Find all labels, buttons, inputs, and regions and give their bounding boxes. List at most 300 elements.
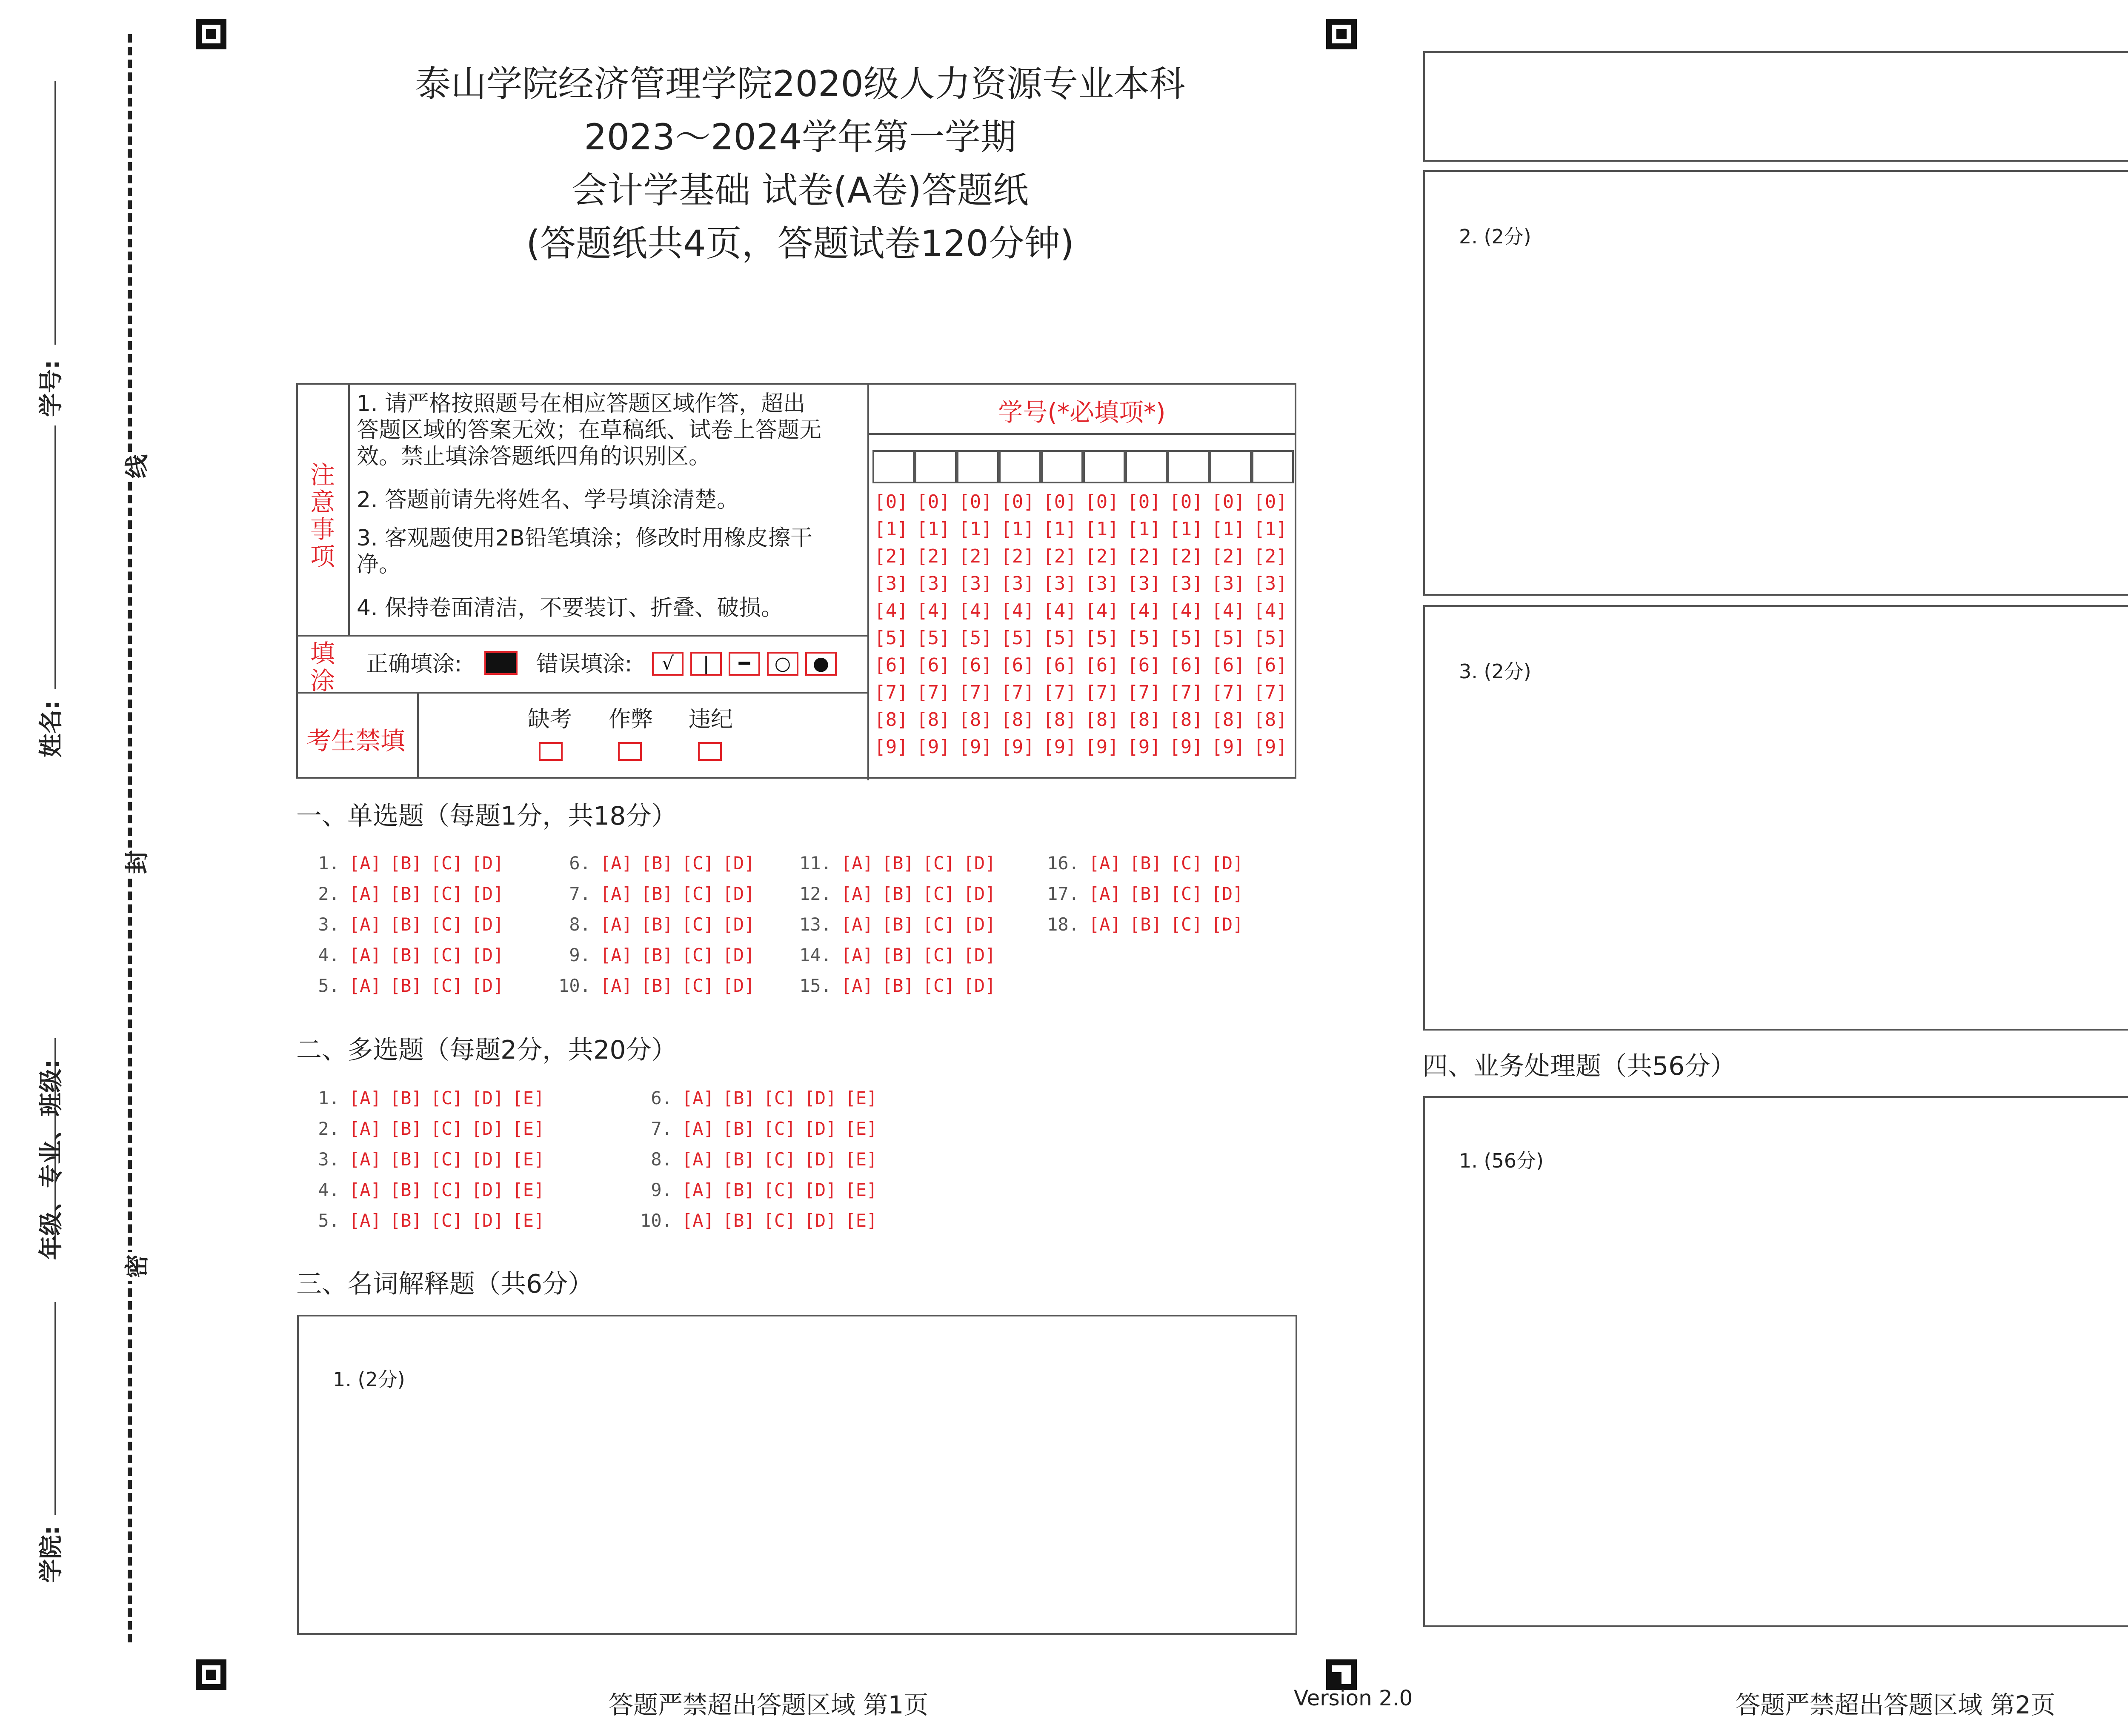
student-id-bubble[interactable]: [7] (1253, 682, 1287, 703)
answer-bubble[interactable]: [E] (512, 1179, 545, 1200)
answer-bubble[interactable]: [C] (681, 975, 714, 996)
fill-side-label: 填涂 (310, 639, 335, 695)
answer-bubble[interactable]: [B] (722, 1179, 755, 1200)
wrong-mark-dash: ━ (729, 652, 760, 676)
student-id-box[interactable] (915, 450, 957, 483)
answer-bubble[interactable]: [A] (682, 1149, 714, 1170)
answer-bubble[interactable]: [A] (841, 883, 873, 904)
question-row (300, 1179, 553, 1200)
answer-bubble[interactable]: [B] (641, 975, 673, 996)
student-id-bubble[interactable]: [0] (1001, 491, 1035, 513)
student-id-bubble[interactable]: [5] (916, 627, 950, 649)
student-id-bubble[interactable]: [2] (1001, 545, 1035, 567)
answer-bubble[interactable]: [B] (641, 914, 673, 935)
student-id-bubble[interactable]: [1] (1253, 518, 1287, 540)
name-label: 姓名: (37, 700, 65, 757)
answer-bubble[interactable]: [B] (1129, 914, 1162, 935)
student-id-bubble[interactable]: [1] (874, 518, 908, 540)
student-id-bubble[interactable]: [3] (958, 573, 992, 594)
answer-bubble[interactable]: [E] (512, 1088, 545, 1108)
answer-bubble[interactable]: [B] (389, 1179, 422, 1200)
answer-bubble[interactable]: [B] (641, 945, 673, 965)
answer-bubble[interactable]: [B] (389, 1149, 422, 1170)
student-id-bubble[interactable]: [3] (1127, 573, 1161, 594)
student-id-bubble[interactable]: [5] (1211, 627, 1245, 649)
answer-bubble[interactable]: [E] (845, 1179, 878, 1200)
header-line-4: (答题纸共4页，答题试卷120分钟) (526, 223, 1074, 264)
question-row (552, 975, 763, 996)
student-id-title: 学号(*必填项*) (998, 398, 1166, 427)
student-id-bubble[interactable]: [7] (874, 682, 908, 703)
answer-bubble[interactable]: [A] (349, 945, 381, 965)
student-id-bubble[interactable]: [4] (1127, 600, 1161, 622)
question-row (300, 1088, 553, 1108)
answer-bubble[interactable]: [C] (430, 975, 463, 996)
answer-bubble[interactable]: [A] (682, 1210, 714, 1231)
answer-bubble[interactable]: [B] (389, 945, 422, 965)
question-number: 3. (318, 914, 340, 935)
student-id-bubble[interactable]: [8] (1253, 709, 1287, 731)
answer-bubble[interactable]: [E] (512, 1118, 545, 1139)
answer-bubble[interactable]: [D] (722, 883, 755, 904)
section3-q1-label: 1. (2分) (333, 1368, 405, 1391)
answer-bubble[interactable]: [D] (471, 914, 504, 935)
question-row (1040, 914, 1252, 935)
student-id-bubble[interactable]: [6] (958, 654, 992, 676)
student-id-box[interactable] (1041, 450, 1083, 483)
answer-bubble[interactable]: [A] (600, 853, 632, 874)
answer-bubble[interactable]: [D] (1211, 883, 1244, 904)
student-id-bubble[interactable]: [1] (958, 518, 992, 540)
student-id-bubble[interactable]: [2] (916, 545, 950, 567)
answer-bubble[interactable]: [B] (722, 1210, 755, 1231)
student-id-bubble[interactable]: [3] (1211, 573, 1245, 594)
answer-bubble[interactable]: [D] (471, 883, 504, 904)
student-id-bubble[interactable]: [1] (1085, 518, 1119, 540)
student-id-bubble[interactable]: [5] (1169, 627, 1203, 649)
student-id-box[interactable] (999, 450, 1041, 483)
student-id-box[interactable] (1252, 450, 1294, 483)
answer-bubble[interactable]: [D] (471, 1088, 504, 1108)
student-id-bubble[interactable]: [3] (874, 573, 908, 594)
answer-bubble[interactable]: [A] (841, 914, 873, 935)
question-number: 13. (799, 914, 832, 935)
student-id-bubble[interactable]: [8] (1043, 709, 1077, 731)
answer-bubble[interactable]: [C] (922, 945, 955, 965)
exam-forbidden-label: 考生禁填 (306, 726, 406, 755)
student-id-bubble[interactable]: [5] (1001, 627, 1035, 649)
student-id-bubble[interactable]: [1] (916, 518, 950, 540)
student-id-bubble[interactable]: [4] (958, 600, 992, 622)
student-id-bubble[interactable]: [5] (1127, 627, 1161, 649)
answer-bubble[interactable]: [A] (600, 883, 632, 904)
answer-bubble[interactable]: [D] (963, 883, 996, 904)
section3-q2-answer-box[interactable] (1423, 170, 2128, 596)
answer-bubble[interactable]: [E] (845, 1149, 878, 1170)
student-id-bubble[interactable]: [5] (1043, 627, 1077, 649)
section3-q3-answer-box[interactable] (1423, 605, 2128, 1031)
student-id-bubble[interactable]: [9] (1001, 736, 1035, 758)
answer-bubble[interactable]: [D] (963, 945, 996, 965)
student-id-bubble[interactable]: [1] (1001, 518, 1035, 540)
binding-underline-name (54, 425, 56, 689)
answer-bubble[interactable]: [C] (1170, 914, 1203, 935)
page2-top-box[interactable] (1423, 51, 2128, 162)
student-id-bubble[interactable]: [3] (1253, 573, 1287, 594)
question-row (552, 945, 763, 965)
answer-bubble[interactable]: [A] (841, 853, 873, 874)
student-id-bubble[interactable]: [7] (958, 682, 992, 703)
note-item-4: 4. 保持卷面清洁，不要装订、折叠、破损。 (357, 595, 784, 621)
answer-bubble[interactable]: [A] (600, 914, 632, 935)
student-id-bubble[interactable]: [0] (1253, 491, 1287, 513)
student-id-bubble[interactable]: [8] (1001, 709, 1035, 731)
question-number: 8. (651, 1149, 672, 1170)
answer-bubble[interactable]: [B] (722, 1118, 755, 1139)
question-number: 6. (569, 853, 591, 874)
answer-bubble[interactable]: [B] (389, 975, 422, 996)
answer-bubble[interactable]: [A] (1089, 914, 1121, 935)
student-id-bubble[interactable]: [1] (1043, 518, 1077, 540)
answer-bubble[interactable]: [C] (922, 883, 955, 904)
student-id-bubble[interactable]: [6] (1211, 654, 1245, 676)
student-id-bubble[interactable]: [9] (1085, 736, 1119, 758)
answer-bubble[interactable]: [A] (600, 975, 632, 996)
answer-bubble[interactable]: [C] (430, 1149, 463, 1170)
student-id-bubble[interactable]: [4] (1169, 600, 1203, 622)
student-id-bubble[interactable]: [9] (1253, 736, 1287, 758)
student-id-bubble[interactable]: [2] (1211, 545, 1245, 567)
student-id-box[interactable] (1210, 450, 1252, 483)
binding-underline-id (54, 81, 56, 345)
question-row (300, 975, 512, 996)
answer-bubble[interactable]: [A] (682, 1118, 714, 1139)
question-number: 2. (318, 1118, 340, 1139)
student-id-bubble[interactable]: [9] (874, 736, 908, 758)
section3-q3-label: 3. (2分) (1459, 660, 1531, 683)
student-id-bubble[interactable]: [6] (874, 654, 908, 676)
question-number: 10. (558, 975, 591, 996)
answer-bubble[interactable]: [B] (881, 883, 914, 904)
answer-bubble[interactable]: [D] (1211, 853, 1244, 874)
answer-bubble[interactable]: [D] (471, 1210, 504, 1231)
student-id-bubble[interactable]: [6] (1085, 654, 1119, 676)
answer-bubble[interactable]: [B] (881, 945, 914, 965)
student-id-bubble[interactable]: [5] (1085, 627, 1119, 649)
header-line-1: 泰山学院经济管理学院2020级人力资源专业本科 (415, 63, 1185, 105)
student-id-bubble[interactable]: [2] (874, 545, 908, 567)
student-id-bubble-grid (871, 491, 1296, 780)
question-number: 7. (569, 883, 591, 904)
student-id-bubble[interactable]: [9] (1127, 736, 1161, 758)
answer-bubble[interactable]: [B] (881, 975, 914, 996)
answer-bubble[interactable]: [C] (430, 853, 463, 874)
student-id-bubble[interactable]: [8] (1127, 709, 1161, 731)
student-id-bubble[interactable]: [4] (1001, 600, 1035, 622)
violation-checkbox[interactable] (698, 742, 722, 761)
student-id-bubble[interactable]: [6] (1127, 654, 1161, 676)
student-id-bubble[interactable]: [7] (1001, 682, 1035, 703)
student-id-bubble[interactable]: [8] (1085, 709, 1119, 731)
student-id-bubble[interactable]: [4] (1253, 600, 1287, 622)
note-item-1: 1. 请严格按照题号在相应答题区域作答，超出答题区域的答案无效；在草稿纸、试卷上答题无效。禁止填涂答题纸四角的识别区。 (357, 391, 822, 469)
question-number: 5. (318, 1210, 340, 1231)
corner-marker-bottom-left (196, 1659, 226, 1690)
student-id-bubble[interactable]: [0] (958, 491, 992, 513)
answer-bubble[interactable]: [A] (682, 1179, 714, 1200)
question-row (300, 1149, 553, 1170)
answer-bubble[interactable]: [C] (681, 914, 714, 935)
wrong-fill-label: 错误填涂: (536, 651, 632, 677)
class-label: 年级、专业、班级: (37, 1059, 65, 1259)
answer-bubble[interactable]: [D] (963, 853, 996, 874)
answer-bubble[interactable]: [D] (471, 1179, 504, 1200)
answer-bubble[interactable]: [D] (471, 1118, 504, 1139)
answer-bubble[interactable]: [B] (722, 1088, 755, 1108)
answer-bubble[interactable]: [D] (471, 853, 504, 874)
answer-bubble[interactable]: [A] (349, 853, 381, 874)
answer-bubble[interactable]: [E] (845, 1088, 878, 1108)
student-id-bubble[interactable]: [1] (1127, 518, 1161, 540)
student-id-box[interactable] (1167, 450, 1210, 483)
student-id-bubble[interactable]: [6] (1169, 654, 1203, 676)
student-id-bubble[interactable]: [4] (1043, 600, 1077, 622)
student-id-bubble[interactable]: [7] (1085, 682, 1119, 703)
answer-bubble[interactable]: [E] (512, 1149, 545, 1170)
answer-bubble[interactable]: [A] (349, 914, 381, 935)
student-id-bubble[interactable]: [5] (1253, 627, 1287, 649)
answer-bubble[interactable]: [E] (512, 1210, 545, 1231)
note-item-3: 3. 客观题使用2B铅笔填涂；修改时用橡皮擦干净。 (357, 525, 812, 577)
answer-bubble[interactable]: [C] (430, 1118, 463, 1139)
section4-title: 四、业务处理题（共56分） (1422, 1051, 1736, 1081)
question-row (792, 883, 1004, 904)
question-number: 18. (1047, 914, 1079, 935)
answer-bubble[interactable]: [A] (600, 945, 632, 965)
student-id-bubble[interactable]: [9] (1211, 736, 1245, 758)
answer-bubble[interactable]: [A] (841, 975, 873, 996)
question-number: 1. (318, 1088, 340, 1108)
student-id-bubble[interactable]: [6] (916, 654, 950, 676)
question-number: 6. (651, 1088, 672, 1108)
student-id-bubble[interactable]: [8] (958, 709, 992, 731)
answer-bubble[interactable]: [A] (1089, 853, 1121, 874)
answer-bubble[interactable]: [A] (349, 1088, 381, 1108)
student-id-bubble[interactable]: [9] (916, 736, 950, 758)
answer-bubble[interactable]: [E] (845, 1210, 878, 1231)
answer-bubble[interactable]: [A] (349, 1118, 381, 1139)
student-id-bubble[interactable]: [4] (1085, 600, 1119, 622)
info-panel (296, 383, 1296, 779)
student-id-bubble[interactable]: [9] (958, 736, 992, 758)
question-row (792, 853, 1004, 874)
answer-bubble[interactable]: [A] (1089, 883, 1121, 904)
answer-bubble[interactable]: [D] (471, 1149, 504, 1170)
student-id-bubble[interactable]: [2] (1253, 545, 1287, 567)
student-id-bubble[interactable]: [7] (916, 682, 950, 703)
answer-bubble[interactable]: [B] (389, 1210, 422, 1231)
answer-bubble[interactable]: [C] (1170, 883, 1203, 904)
student-id-bubble[interactable]: [3] (1043, 573, 1077, 594)
answer-bubble[interactable]: [D] (1211, 914, 1244, 935)
student-id-bubble[interactable]: [9] (1169, 736, 1203, 758)
student-id-bubble[interactable]: [4] (916, 600, 950, 622)
answer-bubble[interactable]: [A] (841, 945, 873, 965)
student-id-bubble[interactable]: [3] (1169, 573, 1203, 594)
student-id-bubble[interactable]: [4] (874, 600, 908, 622)
answer-bubble[interactable]: [D] (722, 945, 755, 965)
student-id-box[interactable] (872, 450, 915, 483)
answer-bubble[interactable]: [C] (430, 945, 463, 965)
seal-char-secret: 密 (118, 1252, 152, 1281)
student-id-bubble[interactable]: [8] (874, 709, 908, 731)
absent-checkbox[interactable] (539, 742, 563, 761)
student-id-bubble[interactable]: [2] (1169, 545, 1203, 567)
absent-label: 缺考 (528, 707, 572, 732)
answer-bubble[interactable]: [B] (641, 883, 673, 904)
student-id-bubble[interactable]: [3] (1001, 573, 1035, 594)
student-id-box[interactable] (957, 450, 999, 483)
student-id-bubble[interactable]: [7] (1043, 682, 1077, 703)
answer-bubble[interactable]: [B] (641, 853, 673, 874)
student-id-bubble[interactable]: [2] (1127, 545, 1161, 567)
section3-q1-answer-box[interactable] (297, 1315, 1297, 1635)
question-row (300, 1118, 553, 1139)
student-id-bubble[interactable]: [1] (1211, 518, 1245, 540)
answer-bubble[interactable]: [D] (471, 945, 504, 965)
answer-bubble[interactable]: [D] (804, 1149, 837, 1170)
page2-footer: 答题严禁超出答题区域 第2页 (1736, 1690, 2056, 1719)
answer-bubble[interactable]: [C] (763, 1210, 796, 1231)
answer-bubble[interactable]: [C] (430, 1210, 463, 1231)
answer-bubble[interactable]: [B] (1129, 853, 1162, 874)
section4-q1-answer-box[interactable] (1423, 1096, 2128, 1627)
student-id-bubble[interactable]: [2] (1085, 545, 1119, 567)
question-number: 4. (318, 945, 340, 965)
student-id-bubble[interactable]: [1] (1169, 518, 1203, 540)
student-id-bubble[interactable]: [6] (1253, 654, 1287, 676)
student-id-bubble[interactable]: [0] (1085, 491, 1119, 513)
question-row (633, 1179, 886, 1200)
student-id-bubble[interactable]: [3] (1085, 573, 1119, 594)
wrong-mark-check: √ (652, 652, 684, 676)
student-id-bubble[interactable]: [7] (1169, 682, 1203, 703)
answer-bubble[interactable]: [B] (722, 1149, 755, 1170)
answer-bubble[interactable]: [C] (763, 1118, 796, 1139)
answer-bubble[interactable]: [D] (804, 1179, 837, 1200)
student-id-bubble[interactable]: [8] (1211, 709, 1245, 731)
question-number: 14. (799, 945, 832, 965)
answer-bubble[interactable]: [C] (681, 883, 714, 904)
student-id-bubble[interactable]: [7] (1211, 682, 1245, 703)
answer-bubble[interactable]: [A] (682, 1088, 714, 1108)
question-number: 12. (799, 883, 832, 904)
answer-bubble[interactable]: [B] (881, 914, 914, 935)
answer-bubble[interactable]: [D] (804, 1118, 837, 1139)
question-row (300, 945, 512, 965)
answer-bubble[interactable]: [D] (963, 914, 996, 935)
question-number: 9. (651, 1179, 672, 1200)
question-number: 9. (569, 945, 591, 965)
question-row (633, 1149, 886, 1170)
answer-bubble[interactable]: [B] (389, 1088, 422, 1108)
student-id-box[interactable] (1083, 450, 1125, 483)
violation-label: 违纪 (689, 707, 733, 732)
answer-bubble[interactable]: [C] (922, 975, 955, 996)
answer-bubble[interactable]: [B] (389, 914, 422, 935)
answer-bubble[interactable]: [D] (722, 975, 755, 996)
student-id-bubble[interactable]: [6] (1001, 654, 1035, 676)
answer-bubble[interactable]: [C] (430, 1179, 463, 1200)
answer-bubble[interactable]: [B] (389, 853, 422, 874)
question-number: 5. (318, 975, 340, 996)
student-id-bubble[interactable]: [8] (1169, 709, 1203, 731)
student-id-bubble[interactable]: [5] (874, 627, 908, 649)
answer-bubble[interactable]: [B] (881, 853, 914, 874)
answer-bubble[interactable]: [C] (763, 1088, 796, 1108)
student-id-bubble[interactable]: [0] (1169, 491, 1203, 513)
answer-bubble[interactable]: [C] (922, 853, 955, 874)
answer-bubble[interactable]: [C] (430, 883, 463, 904)
answer-bubble[interactable]: [A] (349, 1179, 381, 1200)
answer-bubble[interactable]: [C] (763, 1149, 796, 1170)
answer-bubble[interactable]: [A] (349, 883, 381, 904)
question-row (300, 914, 512, 935)
student-id-bubble[interactable]: [0] (1211, 491, 1245, 513)
student-id-bubble[interactable]: [6] (1043, 654, 1077, 676)
question-row (633, 1118, 886, 1139)
question-row (633, 1088, 886, 1108)
answer-bubble[interactable]: [C] (763, 1179, 796, 1200)
answer-bubble[interactable]: [D] (804, 1088, 837, 1108)
answer-bubble[interactable]: [D] (722, 914, 755, 935)
student-id-bubble[interactable]: [0] (916, 491, 950, 513)
student-id-bubble[interactable]: [2] (958, 545, 992, 567)
student-id-bubble[interactable]: [0] (1043, 491, 1077, 513)
answer-bubble[interactable]: [D] (722, 853, 755, 874)
answer-bubble[interactable]: [A] (349, 975, 381, 996)
answer-bubble[interactable]: [B] (389, 883, 422, 904)
answer-bubble[interactable]: [C] (430, 914, 463, 935)
student-id-bubble[interactable]: [5] (958, 627, 992, 649)
student-id-bubble[interactable]: [9] (1043, 736, 1077, 758)
student-id-bubble[interactable]: [4] (1211, 600, 1245, 622)
answer-bubble[interactable]: [D] (963, 975, 996, 996)
answer-bubble[interactable]: [C] (922, 914, 955, 935)
answer-bubble[interactable]: [C] (681, 853, 714, 874)
answer-bubble[interactable]: [C] (681, 945, 714, 965)
answer-bubble[interactable]: [A] (349, 1210, 381, 1231)
student-id-bubble[interactable]: [0] (1127, 491, 1161, 513)
student-id-bubble[interactable]: [0] (874, 491, 908, 513)
question-number: 3. (318, 1149, 340, 1170)
answer-bubble[interactable]: [E] (845, 1118, 878, 1139)
student-id-bubble[interactable]: [8] (916, 709, 950, 731)
answer-bubble[interactable]: [C] (1170, 853, 1203, 874)
answer-bubble[interactable]: [D] (804, 1210, 837, 1231)
answer-bubble[interactable]: [D] (471, 975, 504, 996)
student-id-bubble[interactable]: [7] (1127, 682, 1161, 703)
student-id-box[interactable] (1125, 450, 1167, 483)
answer-bubble[interactable]: [B] (1129, 883, 1162, 904)
question-row (792, 975, 1004, 996)
cheating-checkbox[interactable] (618, 742, 642, 761)
answer-bubble[interactable]: [B] (389, 1118, 422, 1139)
student-id-bubble[interactable]: [2] (1043, 545, 1077, 567)
answer-bubble[interactable]: [A] (349, 1149, 381, 1170)
answer-bubble[interactable]: [C] (430, 1088, 463, 1108)
student-id-bubble[interactable]: [3] (916, 573, 950, 594)
